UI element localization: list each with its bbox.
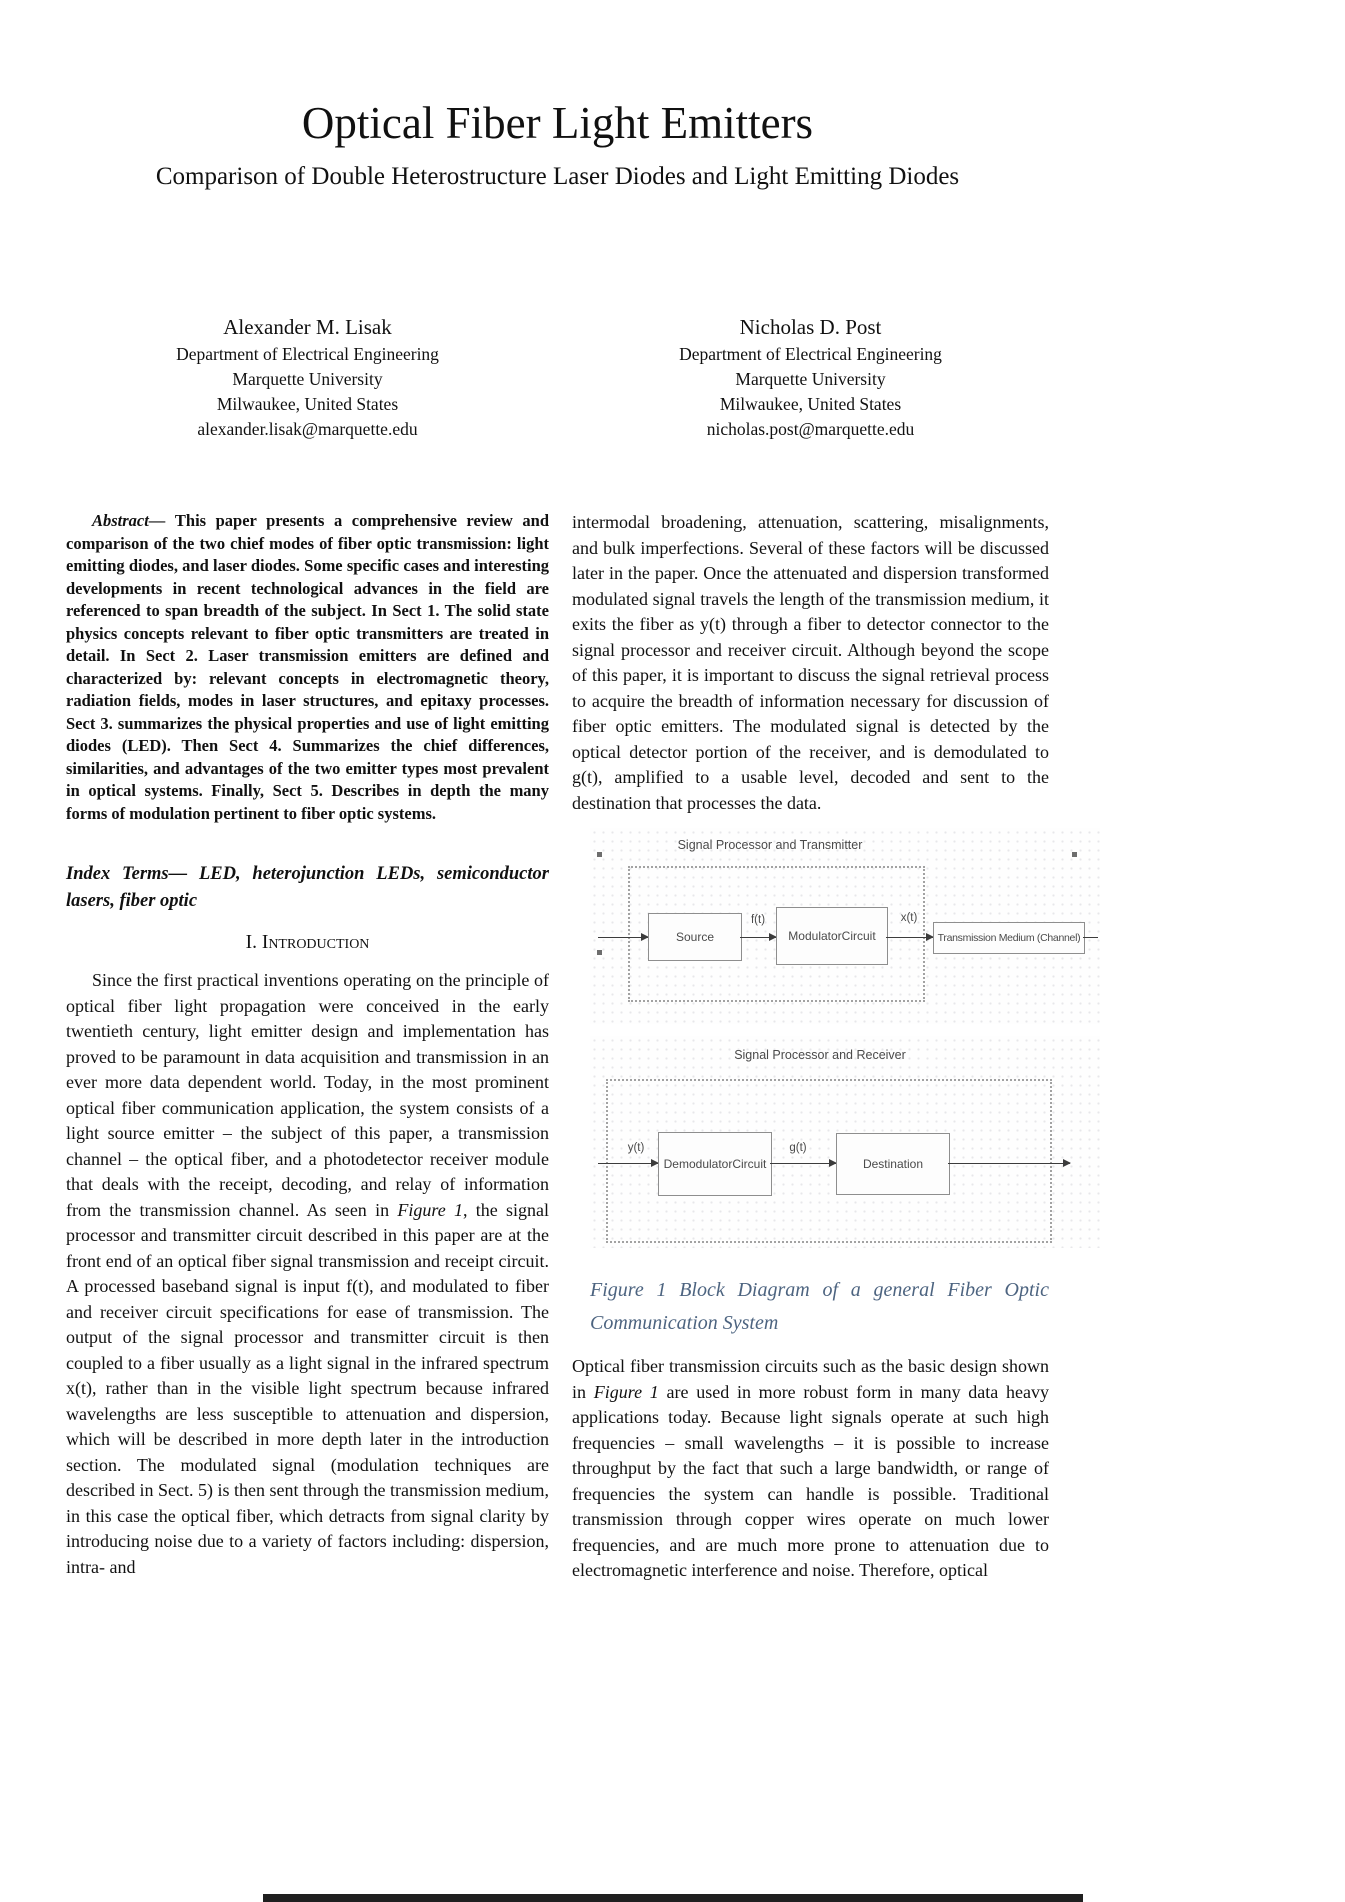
source-box: Source xyxy=(648,913,742,961)
intro-paragraph: Since the first practical inventions operating on the principle of optical fiber light propagation were conceived in the early twentieth century, light emitter design and implementation has proved to be paramount in data acquisition and transmission in an ever more data dependent world. Today, in the most prominent optical fiber communication application, the system consists of a light source emitter – the subject of this paper, a transmission channel – the optical fiber, and a photodetector receiver module that deals with the receipt, decoding, and relay of information from the transmission channel. As seen in Figure 1, the signal processor and transmitter circuit described in this paper are at the front end of an optical fiber signal transmission and receipt circuit. A processed baseband signal is input f(t), and modulated to fiber and receiver circuit specifications for ease of transmission. The output of the signal processor and transmitter circuit is then coupled to a fiber usually as a light signal in the infrared spectrum x(t), rather than in the visible light spectrum because infrared wavelengths are less susceptible to attenuation and dispersion, which will be described in more depth later in the introduction section. The modulated signal (modulation techniques are described in Sect. 5) is then sent through the transmission medium, in this case the optical fiber, which detracts from signal clarity by introducing noise due to a variety of factors including: dispersion, intra- and xyxy=(66,970,549,1577)
artifact-dot xyxy=(597,950,602,955)
author-university: Marquette University xyxy=(735,369,886,389)
output-flow-line xyxy=(948,1163,1070,1164)
figure-caption-line1: Figure 1 Block Diagram of a general Fiber Optic xyxy=(590,1279,1049,1301)
author-university: Marquette University xyxy=(232,369,383,389)
signal-label-yt: y(t) xyxy=(627,1142,645,1154)
figure-caption xyxy=(590,1274,1049,1340)
author-name: Alexander M. Lisak xyxy=(223,315,392,339)
left-column xyxy=(66,510,549,1580)
receiver-diagram xyxy=(590,1036,1100,1248)
modulator-box: Modulator Circuit xyxy=(776,907,888,965)
flow-line xyxy=(770,1163,836,1164)
author-department: Department of Electrical Engineering xyxy=(679,344,942,364)
demodulator-box: Demodulator Circuit xyxy=(658,1132,772,1196)
author-block-1 xyxy=(66,312,549,442)
section-heading-introduction: I. Introduction xyxy=(245,932,370,953)
index-terms: Index Terms— LED, heterojunction LEDs, semiconductor lasers, fiber optic xyxy=(66,864,549,911)
signal-label-ft: f(t) xyxy=(750,914,766,926)
author-blocks xyxy=(66,312,1049,442)
closing-paragraph: Optical fiber transmission circuits such as the basic design shown in Figure 1 are used in more robust form in many data heavy applications today. Because light signals operate at such high frequencies – small wavelengths – it is possible to increase throughput by the fact that such a large bandwidth, or range of frequencies the system can handle is possible. Traditional transmission through copper wires operate on much lower frequencies, and are much more prone to attenuation due to electromagnetic interference and noise. Therefore, optical xyxy=(572,1356,1049,1580)
figure-1 xyxy=(590,828,1081,1340)
channel-box: Transmission Medium (Channel) xyxy=(933,922,1085,954)
author-block-2 xyxy=(572,312,1049,442)
input-flow-line xyxy=(598,1163,658,1164)
destination-box: Destination xyxy=(836,1133,950,1195)
figure-caption-line2: Communication System xyxy=(590,1312,779,1334)
author-email: alexander.lisak@marquette.edu xyxy=(197,419,418,439)
paper-title: Optical Fiber Light Emitters xyxy=(301,98,814,148)
artifact-dot xyxy=(597,852,602,857)
signal-label-xt: x(t) xyxy=(900,912,918,924)
author-location: Milwaukee, United States xyxy=(719,394,902,414)
paper-header xyxy=(66,98,1049,192)
page-break-bar xyxy=(263,1894,1083,1902)
author-name: Nicholas D. Post xyxy=(739,315,882,339)
author-email: nicholas.post@marquette.edu xyxy=(706,419,915,439)
author-location: Milwaukee, United States xyxy=(216,394,399,414)
arrow-head xyxy=(1063,1159,1071,1167)
paper-subtitle: Comparison of Double Heterostructure Laser Diodes and Light Emitting Diodes xyxy=(155,162,960,190)
author-department: Department of Electrical Engineering xyxy=(176,344,439,364)
abstract-paragraph: Abstract— This paper presents a comprehensive review and comparison of the two chief modes of fiber optic transmission: light emitting diodes, and laser diodes. Some specific cases and interesting developments in recent technological advances in the field are referenced to span breadth of the subject. In Sect 1. The solid state physics concepts relevant to fiber optic transmitters are treated in detail. In Sect 2. Laser transmission emitters are defined and characterized by: relevant concepts in electromagnetic theory, radiation fields, modes in laser structures, and epitaxy processes. Sect 3. summarizes the physical properties and use of light emitting diodes (LED). Then Sect 4. Summarizes the chief differences, similarities, and advantages of the two emitter types most prevalent in optical systems. Finally, Sect 5. Describes in depth the many forms of modulation pertinent to fiber optic systems. xyxy=(66,511,549,823)
signal-label-gt: g(t) xyxy=(789,1142,807,1154)
artifact-dot xyxy=(1072,852,1077,857)
transmitter-diagram xyxy=(590,828,1100,1024)
continuation-paragraph: intermodal broadening, attenuation, scattering, misalignments, and bulk imperfections. Several of these factors will be discussed later in the paper. Once the attenuated and dispersion transformed modulated signal travels the length of the transmission medium, it exits the fiber as y(t) through a fiber to detector connector to the signal processor and receiver circuit. Although beyond the scope of this paper, it is important to discuss the signal retrieval process to acquire the breadth of information necessary for discussion of fiber optic emitters. The modulated signal is detected by the optical detector portion of the receiver, and is demodulated to g(t), amplified to a usable level, decoded and sent to the destination that processes the data. xyxy=(572,512,1049,813)
output-flow-line xyxy=(1083,937,1098,938)
transmitter-diagram-title: Signal Processor and Transmitter xyxy=(677,838,863,852)
right-column xyxy=(572,510,1081,1584)
receiver-diagram-title: Signal Processor and Receiver xyxy=(734,1048,906,1062)
